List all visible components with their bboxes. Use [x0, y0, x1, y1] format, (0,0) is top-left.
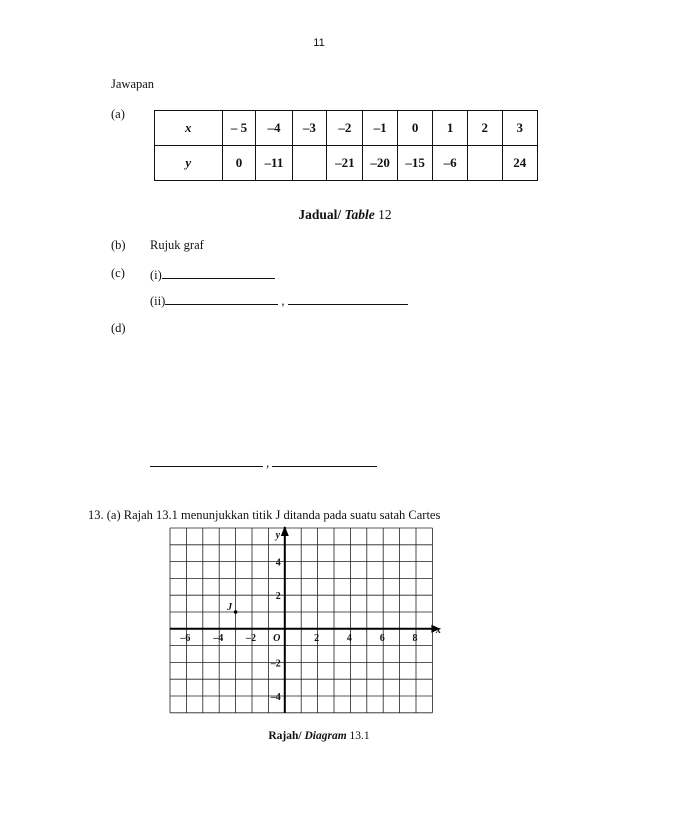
- diagram-caption: [0, 730, 638, 742]
- x-tick-label: –4: [213, 632, 224, 644]
- x-tick-label: –6: [180, 632, 191, 644]
- table-caption-bold: Jadual/: [298, 207, 342, 222]
- part-d-label: (d): [111, 321, 126, 335]
- part-c-i: [150, 266, 275, 283]
- x-tick-label: 4: [346, 632, 352, 644]
- value-table: [154, 110, 538, 181]
- x-cell: –1: [363, 111, 397, 146]
- table-caption-italic: Table: [344, 207, 375, 222]
- part-c-ii-separator: ,: [281, 294, 285, 308]
- grid-lines: [170, 528, 432, 713]
- x-row: [155, 111, 538, 146]
- table-caption-number: 12: [378, 207, 392, 222]
- answer-line-d-second[interactable]: [272, 454, 377, 467]
- y-axis-arrow: [281, 526, 289, 536]
- y-tick-label: –2: [270, 658, 281, 670]
- table-caption: [0, 207, 690, 223]
- y-cell: [467, 146, 502, 181]
- y-cell: –11: [256, 146, 292, 181]
- part-c-ii-label: (ii): [150, 294, 166, 308]
- question-13-text: 13. (a) Rajah 13.1 menunjukkan titik J ditanda pada suatu satah Cartes: [88, 508, 441, 522]
- y-axis-label: y: [275, 530, 281, 541]
- plotted-points: [234, 610, 238, 614]
- y-cell: 24: [502, 146, 537, 181]
- y-cell: –15: [397, 146, 432, 181]
- answer-line-d-first[interactable]: [150, 454, 263, 467]
- y-cell: –20: [363, 146, 397, 181]
- x-cell: 1: [433, 111, 468, 146]
- x-cell: –4: [256, 111, 292, 146]
- part-c-i-label: (i): [150, 268, 162, 282]
- part-b-label: (b): [111, 238, 126, 252]
- y-row: [155, 146, 538, 181]
- y-cell: –21: [327, 146, 363, 181]
- answer-line-c-ii-first[interactable]: [165, 292, 278, 305]
- part-d-separator: ,: [266, 456, 270, 470]
- x-tick-label: 8: [412, 632, 418, 644]
- x-cell: –2: [327, 111, 363, 146]
- part-a-label: (a): [111, 107, 125, 121]
- x-cell: – 5: [222, 111, 256, 146]
- point-J: [234, 610, 238, 614]
- origin-label: O: [273, 632, 281, 644]
- x-header: x: [155, 111, 223, 146]
- axis-labels: [179, 530, 441, 703]
- part-d-answer: [150, 454, 377, 471]
- x-tick-label: 6: [379, 632, 385, 644]
- answer-line-c-i[interactable]: [162, 266, 275, 279]
- y-cell: –6: [433, 146, 468, 181]
- page-number: 11: [313, 37, 325, 49]
- diagram-caption-bold: Rajah/: [268, 730, 302, 742]
- part-b-text: Rujuk graf: [150, 238, 204, 252]
- part-c-ii: [150, 292, 408, 309]
- y-tick-label: 4: [275, 557, 281, 569]
- y-tick-label: –4: [270, 692, 281, 703]
- x-tick-label: –2: [246, 632, 256, 644]
- cartesian-plane: [168, 526, 440, 720]
- x-cell: 2: [467, 111, 502, 146]
- answer-line-c-ii-second[interactable]: [288, 292, 408, 305]
- part-c-label: (c): [111, 266, 125, 280]
- y-cell: 0: [222, 146, 256, 181]
- diagram-caption-italic: Diagram: [304, 730, 347, 742]
- x-axis-label: x: [435, 624, 441, 636]
- x-cell: –3: [292, 111, 327, 146]
- point-J-label: J: [227, 602, 233, 613]
- x-tick-label: 2: [314, 632, 320, 644]
- x-cell: 3: [502, 111, 537, 146]
- x-cell: 0: [397, 111, 432, 146]
- y-header: y: [155, 146, 223, 181]
- y-tick-label: 2: [275, 591, 281, 603]
- diagram-caption-number: 13.1: [349, 730, 370, 742]
- y-cell: [292, 146, 327, 181]
- answer-heading: Jawapan: [111, 77, 155, 91]
